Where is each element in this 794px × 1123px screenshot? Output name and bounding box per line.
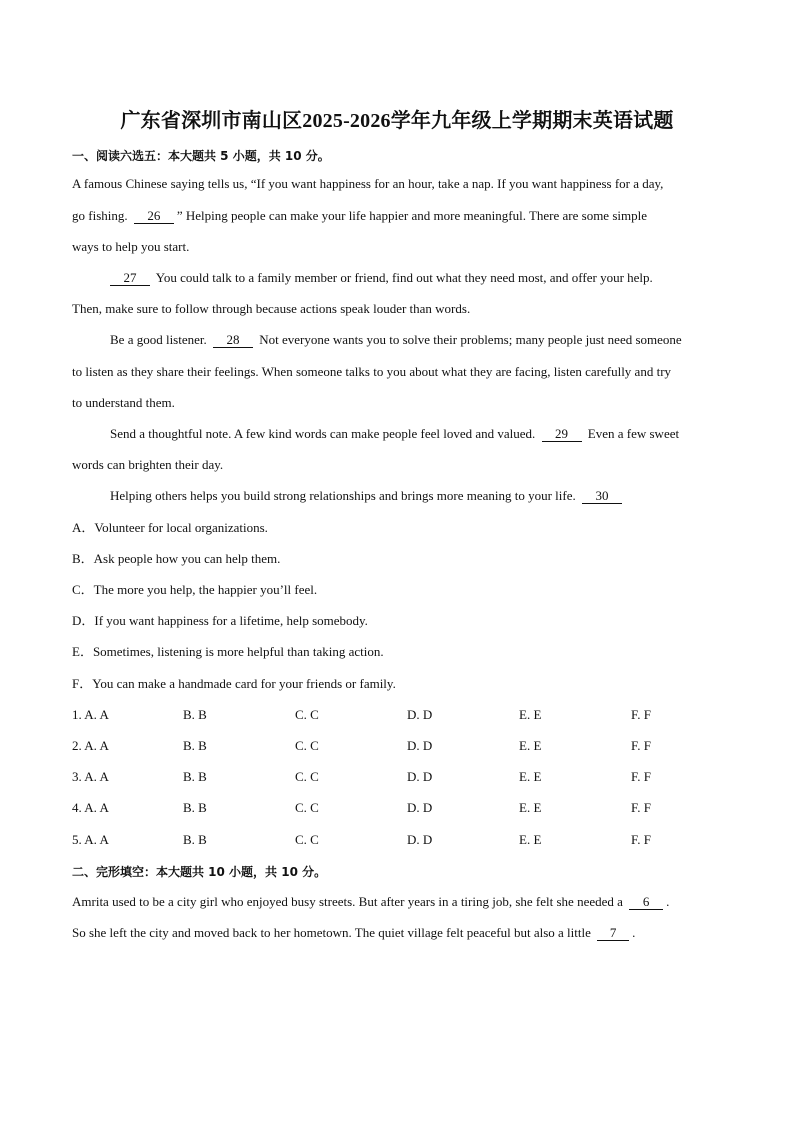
- answer-choice: F. F: [631, 707, 651, 722]
- passage-line: ways to help you start.: [72, 239, 190, 254]
- answer-choice: B. B: [183, 707, 207, 722]
- answer-row: [72, 832, 732, 848]
- answer-choice: C. C: [295, 800, 319, 815]
- answer-choice: 1. A. A: [72, 707, 109, 722]
- answer-choice: F. F: [631, 769, 651, 784]
- blank-27: 27: [110, 271, 150, 286]
- blank-7: 7: [597, 926, 629, 941]
- answer-choice: 2. A. A: [72, 738, 109, 753]
- option-e: E．Sometimes, listening is more helpful than taking action.: [72, 644, 384, 659]
- answer-choice: D. D: [407, 800, 433, 815]
- passage-text: Not everyone wants you to solve their problems; many people just need someone: [256, 332, 682, 347]
- passage-line: A famous Chinese saying tells us, “If you want happiness for an hour, take a nap. If you want happiness for a day,: [72, 176, 664, 191]
- answer-row: [72, 800, 732, 816]
- answer-choice: E. E: [519, 832, 542, 847]
- answer-choice: B. B: [183, 769, 207, 784]
- answer-choice: D. D: [407, 832, 433, 847]
- answer-choice: C. C: [295, 769, 319, 784]
- blank-6: 6: [629, 895, 663, 910]
- passage-line: [72, 925, 635, 941]
- answer-choice: F. F: [631, 800, 651, 815]
- answer-choice: E. E: [519, 738, 542, 753]
- exam-title: 广东省深圳市南山区2025-2026学年九年级上学期期末英语试题: [120, 110, 674, 132]
- section-1-heading: 一、阅读六选五：本大题共 5 小题，共 10 分。: [72, 149, 330, 163]
- section-2-heading: 二、完形填空：本大题共 10 小题，共 10 分。: [72, 865, 327, 879]
- option-d: D．If you want happiness for a lifetime, help somebody.: [72, 613, 368, 628]
- passage-line: Then, make sure to follow through because actions speak louder than words.: [72, 301, 471, 316]
- passage-text: Amrita used to be a city girl who enjoyed busy streets. But after years in a tiring job, she felt she needed a: [72, 894, 627, 909]
- passage-line: [110, 488, 625, 504]
- passage-text: ” Helping people can make your life happier and more meaningful. There are some simple: [176, 208, 647, 223]
- passage-line: [110, 426, 679, 442]
- passage-line: to listen as they share their feelings. When someone talks to you about what they are facing, listen carefully and try: [72, 364, 672, 379]
- passage-text: .: [632, 925, 636, 940]
- answer-choice: D. D: [407, 707, 433, 722]
- answer-row: [72, 769, 732, 785]
- answer-choice: E. E: [519, 707, 542, 722]
- answer-choice: C. C: [295, 707, 319, 722]
- passage-line: [72, 894, 669, 910]
- passage-text: So she left the city and moved back to her hometown. The quiet village felt peaceful but also a little: [72, 925, 595, 940]
- passage-line: to understand them.: [72, 395, 175, 410]
- answer-choice: B. B: [183, 800, 207, 815]
- answer-choice: F. F: [631, 832, 651, 847]
- passage-text: You could talk to a family member or friend, find out what they need most, and offer your help.: [153, 270, 653, 285]
- answer-choice: B. B: [183, 832, 207, 847]
- answer-choice: 3. A. A: [72, 769, 109, 784]
- answer-choice: 4. A. A: [72, 800, 109, 815]
- option-b: B．Ask people how you can help them.: [72, 551, 281, 566]
- blank-30: 30: [582, 489, 622, 504]
- passage-line: [110, 332, 682, 348]
- passage-text: Send a thoughtful note. A few kind words can make people feel loved and valued.: [110, 426, 539, 441]
- answer-choice: C. C: [295, 738, 319, 753]
- passage-text: go fishing.: [72, 208, 131, 223]
- answer-choice: 5. A. A: [72, 832, 109, 847]
- option-a: A．Volunteer for local organizations.: [72, 520, 268, 535]
- passage-text: Helping others helps you build strong relationships and brings more meaning to your life.: [110, 488, 580, 503]
- answer-choice: F. F: [631, 738, 651, 753]
- answer-choice: E. E: [519, 769, 542, 784]
- answer-choice: D. D: [407, 738, 433, 753]
- answer-choice: E. E: [519, 800, 542, 815]
- answer-choice: B. B: [183, 738, 207, 753]
- passage-line: [72, 208, 647, 224]
- answer-choice: C. C: [295, 832, 319, 847]
- blank-26: 26: [134, 209, 174, 224]
- passage-line: words can brighten their day.: [72, 457, 224, 472]
- blank-29: 29: [542, 427, 582, 442]
- passage-line: [110, 270, 653, 286]
- passage-text: .: [666, 894, 670, 909]
- passage-text: Even a few sweet: [584, 426, 680, 441]
- answer-choice: D. D: [407, 769, 433, 784]
- option-f: F．You can make a handmade card for your friends or family.: [72, 676, 396, 691]
- option-c: C．The more you help, the happier you’ll feel.: [72, 582, 318, 597]
- answer-row: [72, 738, 732, 754]
- blank-28: 28: [213, 333, 253, 348]
- passage-text: Be a good listener.: [110, 332, 211, 347]
- answer-row: [72, 707, 732, 723]
